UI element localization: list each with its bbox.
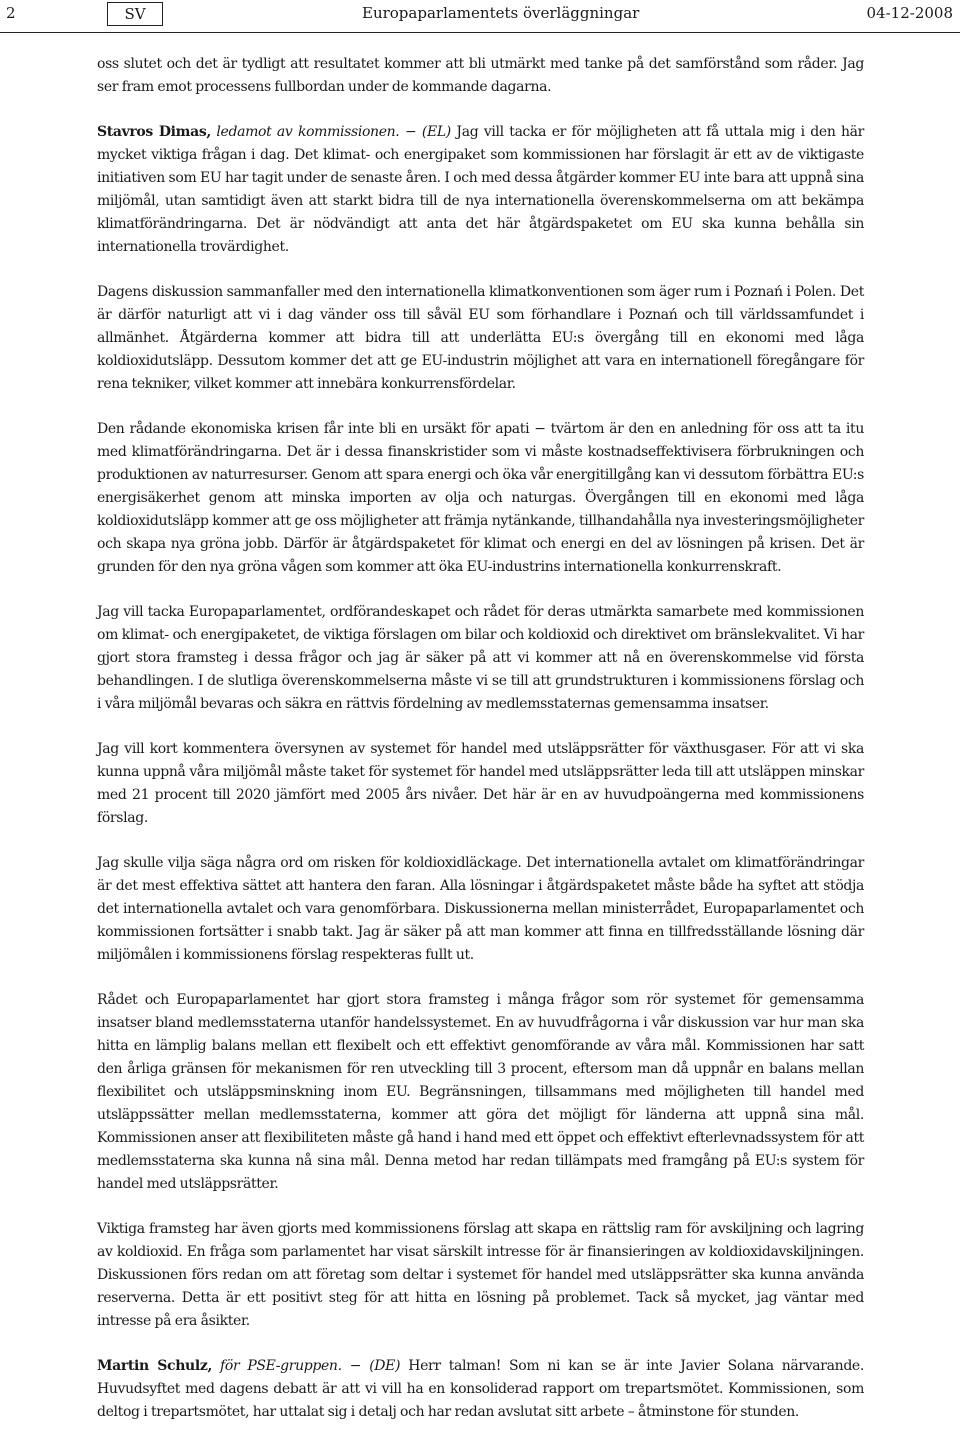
paragraph [97,1218,864,1333]
language-box: SV [107,2,163,26]
page-header [0,0,960,33]
speaker-name: Stavros Dimas, [97,124,211,140]
paragraph-text: Jag skulle vilja säga några ord om risken för koldioxidläckage. Det internationella avtalet om klimatförändringar är det mest effektiva sättet att hantera den faran. Alla lösningar i åtgärdspaketet måste både ha syftet att stödja det internationella avtalet och vara genomförbara. Diskussionerna mellan ministerrådet, Europaparlamentet och kommissionen fortsätter i snabb takt. Jag är säker på att man kommer att finna en tillfredsställande lösning där miljömålen i kommissionens förslag respekteras fullt ut. [97,855,864,963]
paragraph-text: Den rådande ekonomiska krisen får inte bli en ursäkt för apati − tvärtom är den en anledning för oss att ta itu med klimatförändringarna. Det är i dessa finanskristider som vi måste kostnadseffektivisera förbrukningen och produktionen av naturresurser. Genom att spara energi och öka vår energitillgång kan vi dessutom förbättra EU:s energisäkerhet genom att minska importen av olja och naturgas. Övergången till en ekonomi med låga koldioxidutsläpp kommer att ge oss möjligheter att främja nytänkande, tillhandahålla nya investeringsmöjligheter och skapa nya gröna jobb. Därför är åtgärdspaketet för klimat och energi en del av lösningen på krisen. Det är grunden för den nya gröna vågen som kommer att öka EU-industrins internationella konkurrenskraft. [97,421,864,575]
speaker-paragraph [97,121,864,259]
paragraph-text: Rådet och Europaparlamentet har gjort stora framsteg i många frågor som rör systemet för gemensamma insatser bland medlemsstaterna utanför handelssystemet. En av huvudfrågorna i vår diskussion var hur man ska hitta en lämplig balans mellan ett flexibelt och ett effektivt genomförande av våra mål. Kommissionen har satt den årliga gränsen för mekanismen för ren utveckling till 3 procent, eftersom man då uppnår en balans mellan flexibilitet och utsläppsminskning inom EU. Begränsningen, tillsammans med möjligheten till handel med utsläppssätter mellan medlemsstaterna, kommer att göra det möjligt för länderna att uppnå sina mål. Kommissionen anser att flexibiliteten måste gå hand i hand med ett öppet och effektivt efterlevnadssystem för att medlemsstaterna ska kunna nå sina mål. Denna metod har redan tillämpats med framgång på EU:s system för handel med utsläppsrätter. [97,992,864,1192]
document-date: 04-12-2008 [866,4,953,22]
paragraph-text: Jag vill tacka er för möjligheten att få uttala mig i den här mycket viktiga frågan i dag. Det klimat- och energipaket som kommissionen har förslagit är ett av de viktigaste initiativen som EU har tagit under de senaste åren. I och med dessa åtgärder kommer EU inte bara att uppnå sina miljömål, utan samtidigt även att starkt bidra till de nya internationella överenskommelserna om att bekämpa klimatförändringarna. Det är nödvändigt att anta det här åtgärdspaketet om EU ska kunna behålla sin internationella trovärdighet. [97,124,865,255]
page-number: 2 [6,4,16,22]
paragraph-text: Dagens diskussion sammanfaller med den internationella klimatkonventionen som äger rum i Poznań i Polen. Det är därför naturligt att vi i dag vänder oss till såväl EU som förhandlare i Poznań och till världssamfundet i allmänhet. Åtgärderna kommer att bidra till att underlätta EU:s övergång till en ekonomi med låga koldioxidutsläpp. Dessutom kommer det att ge EU-industrin möjlighet att vara en internationell föregångare för rena tekniker, vilket kommer att innebära konkurrensfördelar. [97,284,864,392]
paragraph-text: oss slutet och det är tydligt att resultatet kommer att bli utmärkt med tanke på det samförstånd som råder. Jag ser fram emot processens fullbordan under de kommande dagarna. [97,56,864,95]
paragraph-text: Jag vill kort kommentera översynen av systemet för handel med utsläppsrätter för växthusgaser. För att vi ska kunna uppnå våra miljömål måste taket för systemet för handel med utsläppsrätter leda till att utsläppen minskar med 21 procent till 2020 jämfört med 2005 års nivåer. Det här är en av huvudpoängerna med kommissionens förslag. [97,741,864,826]
document-body [97,53,864,1446]
speaker-paragraph [97,1355,864,1424]
speaker-dash: − [341,1358,370,1374]
paragraph-text: Viktiga framsteg har även gjorts med kommissionens förslag att skapa en rättslig ram för avskiljning och lagring av koldioxid. En fråga som parlamentet har visat särskilt intresse för är finansieringen av koldioxidavskiljningen. Diskussionen förs redan om att företag som deltar i systemet för handel med utsläppsrätter ska kunna använda reserverna. Detta är ett positivt steg för att hitta en lösning på problemet. Tack så mycket, jag väntar med intresse på era åsikter. [97,1221,864,1329]
paragraph [97,418,864,579]
speaker-language: (DE) [369,1358,401,1374]
speaker-language: (EL) [421,124,451,140]
document-title: Europaparlamentets överläggningar [362,4,640,22]
paragraph [97,852,864,967]
paragraph [97,601,864,716]
paragraph-text: Herr talman! Som ni kan se är inte Javier Solana närvarande. Huvudsyftet med dagens debatt är att vi vill ha en konsoliderad rapport om trepartsmötet. Kommissionen, som deltog i trepartsmötet, har uttalat sig i detalj och har redan avslutat sitt arbete – åtminstone för stunden. [97,1358,864,1420]
paragraph [97,989,864,1196]
paragraph-text: Jag vill tacka Europaparlamentet, ordförandeskapet och rådet för deras utmärkta samarbete med kommissionen om klimat- och energipaketet, de viktiga förslagen om bilar och koldioxid och direktivet om bränslekvalitet. Vi har gjort stora framsteg i dessa frågor och jag är säker på att vi kommer att nå en överenskommelse vid första behandlingen. I de slutliga överenskommelserna måste vi se till att grundstrukturen i kommissionens förslag och i våra miljömål bevaras och säkra en rättvis fördelning av medlemsstaternas gemensamma insatser. [97,604,864,712]
speaker-dash: − [399,124,422,140]
paragraph [97,738,864,830]
paragraph [97,53,864,99]
speaker-role: ledamot av kommissionen. [216,124,400,140]
speaker-role: för PSE-gruppen. [220,1358,342,1374]
paragraph [97,281,864,396]
speaker-name: Martin Schulz, [97,1358,212,1374]
